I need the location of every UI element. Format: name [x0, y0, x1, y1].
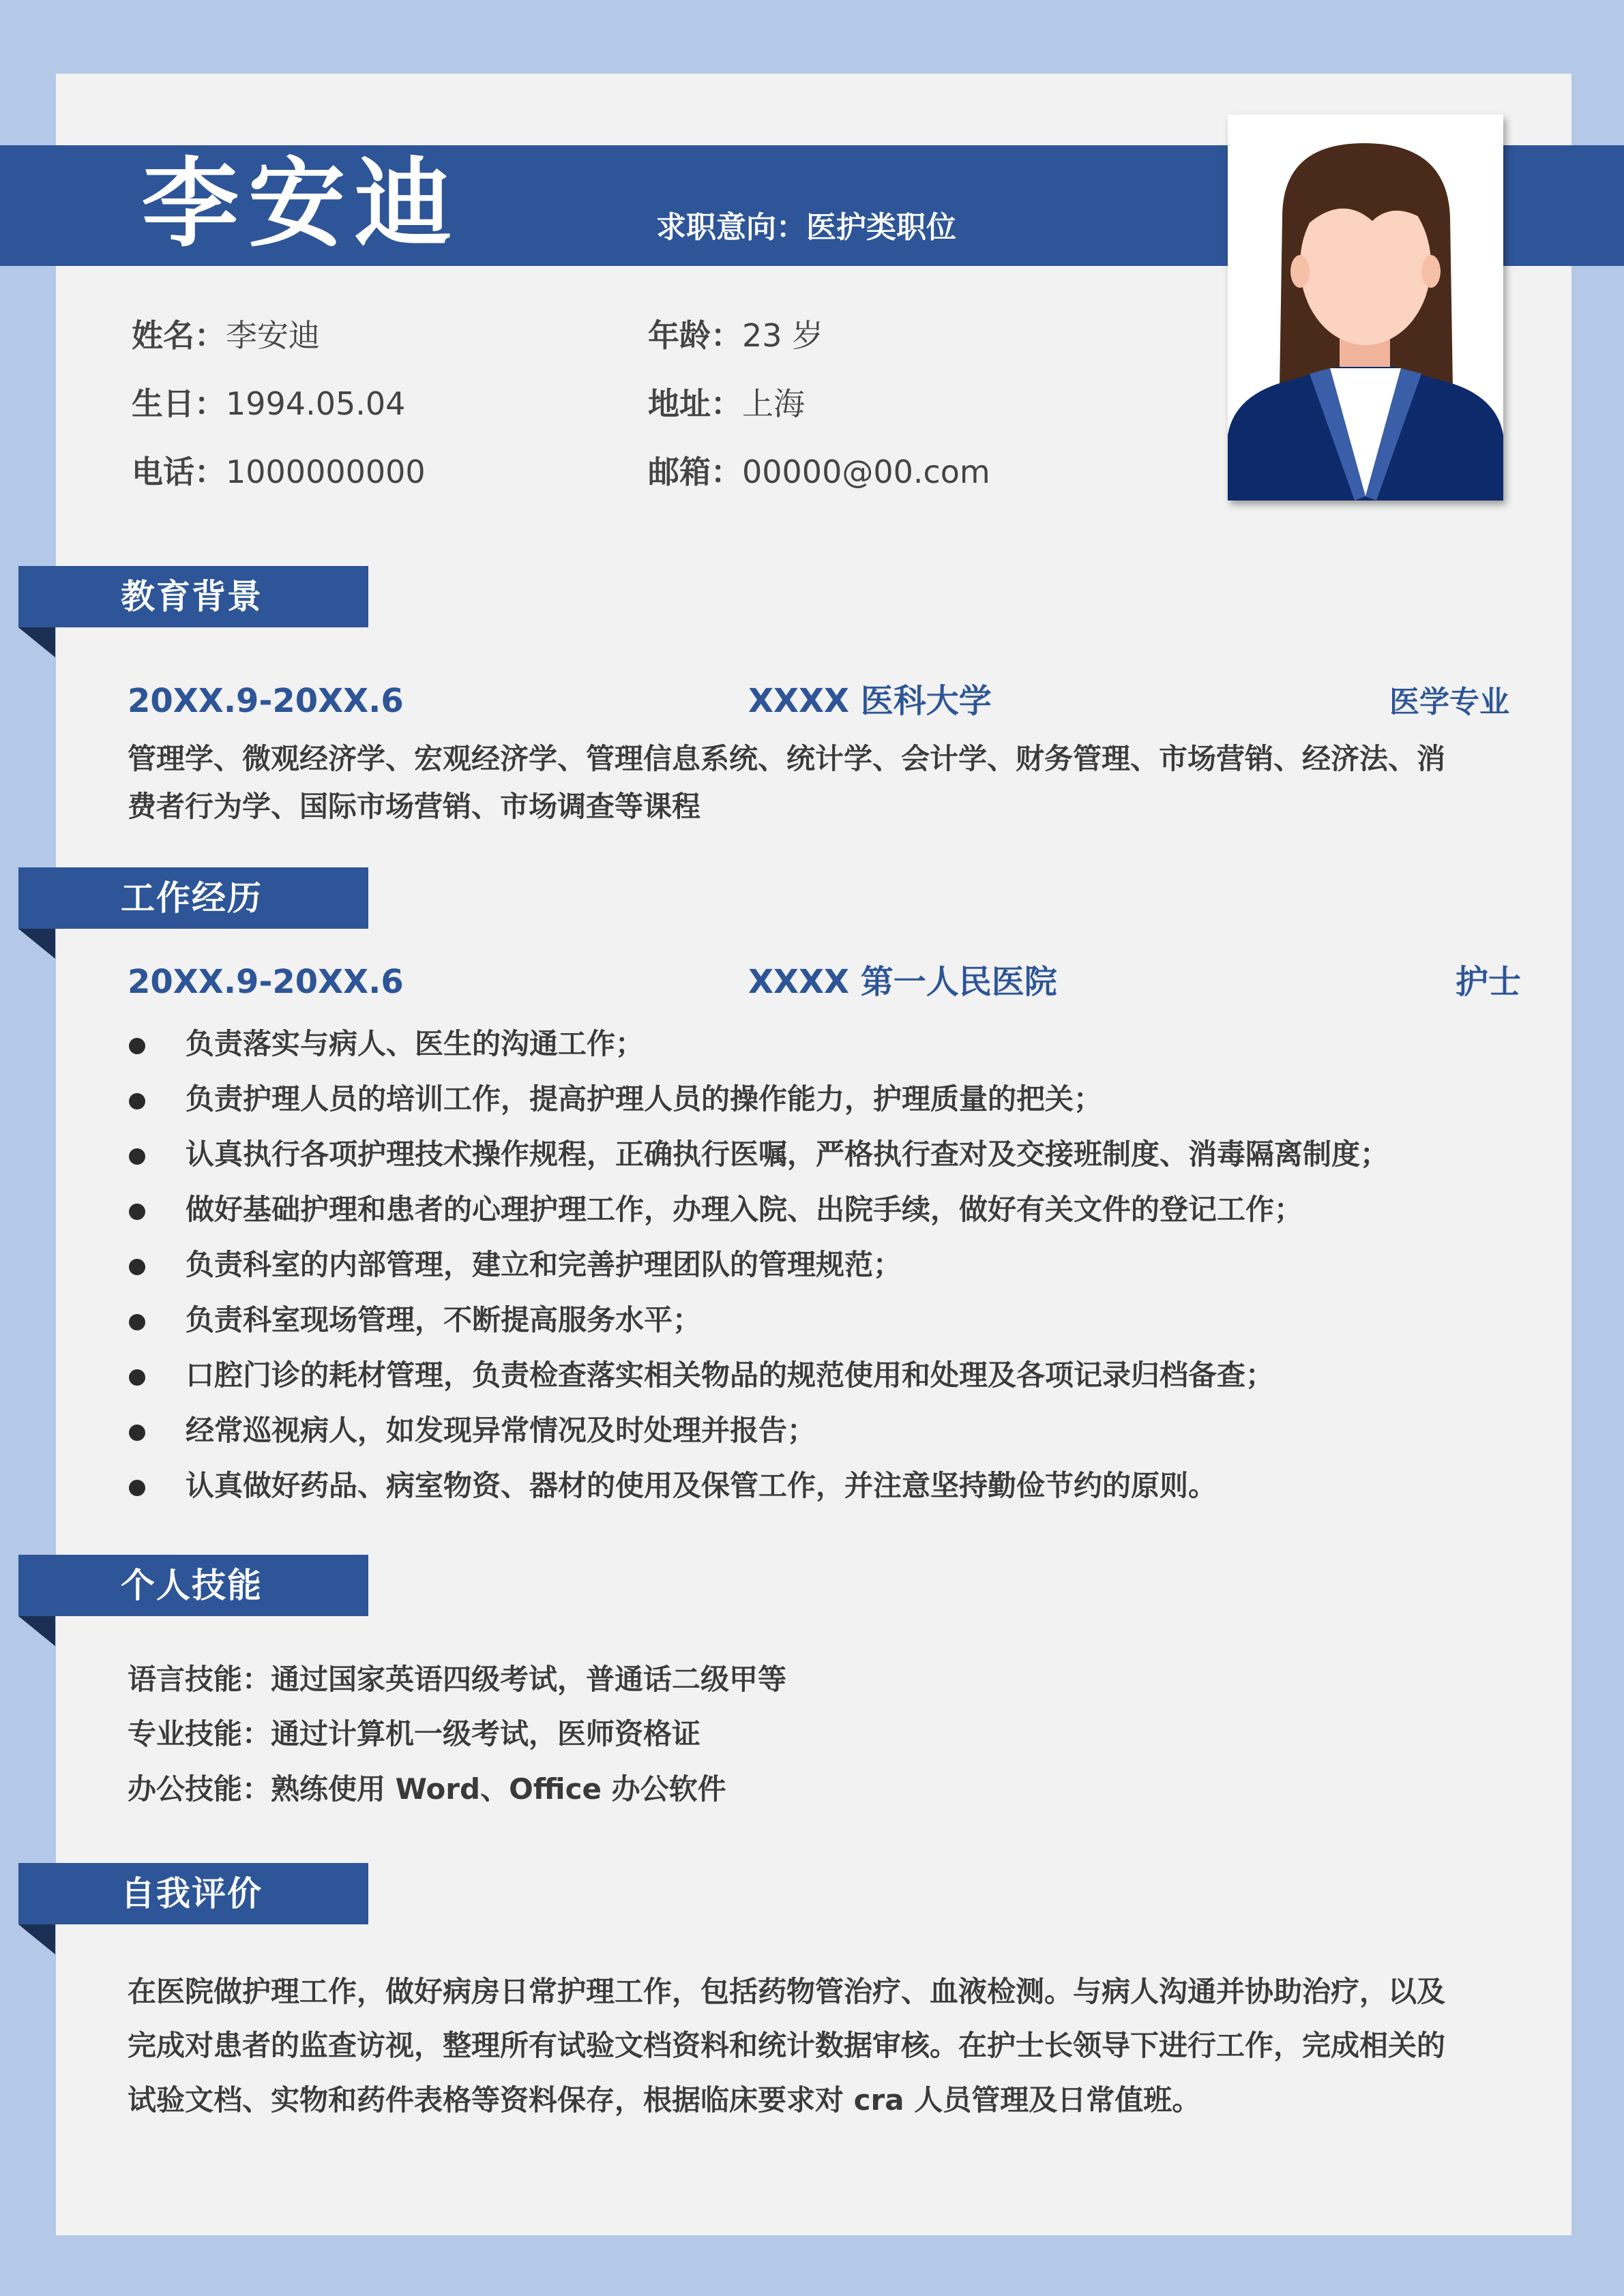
profile-photo — [1228, 115, 1503, 501]
info-name — [132, 315, 320, 356]
self-eval-line3: 试验文档、实物和药件表格等资料保存，根据临床要求对 cra 人员管理及日常值班。 — [128, 2083, 1201, 2117]
info-email — [648, 451, 990, 492]
self-eval-line1: 在医院做护理工作，做好病房日常护理工作，包括药物管治疗、血液检测。与病人沟通并协助治疗，以及 — [128, 1975, 1446, 2008]
education-school: XXXX 医科大学 — [748, 682, 992, 720]
duty-text: 口腔门诊的耗材管理，负责检查落实相关物品的规范使用和处理及各项记录归档备查； — [186, 1358, 1275, 1392]
bullet-dot — [129, 1480, 145, 1496]
info-birth-label: 生日： — [132, 385, 226, 422]
education-header-fold — [18, 627, 55, 657]
bullet-dot — [129, 1259, 145, 1275]
info-email-label: 邮箱： — [648, 453, 742, 490]
work-role: 护士 — [1456, 963, 1522, 1001]
self-eval-header — [18, 1863, 368, 1924]
info-phone — [132, 451, 426, 492]
duty-text: 负责科室现场管理，不断提高服务水平； — [186, 1303, 702, 1337]
self-eval-title: 自我评价 — [121, 1874, 263, 1913]
skill-professional: 专业技能：通过计算机一级考试，医师资格证 — [128, 1717, 701, 1750]
job-intent: 求职意向：医护类职位 — [656, 210, 956, 245]
bullet-dot — [129, 1314, 145, 1330]
bullet-dot — [129, 1425, 145, 1441]
education-header — [18, 566, 368, 627]
bullet-dot — [129, 1038, 145, 1054]
duty-text: 负责落实与病人、医生的沟通工作； — [186, 1027, 645, 1060]
education-courses-line2: 费者行为学、国际市场营销、市场调查等课程 — [128, 790, 701, 823]
avatar-illustration — [1228, 115, 1503, 501]
info-address-label: 地址： — [648, 385, 742, 422]
duty-text: 认真做好药品、病室物资、器材的使用及保管工作，并注意坚持勤俭节约的原则。 — [186, 1469, 1217, 1502]
info-address — [648, 383, 805, 424]
skills-header — [18, 1555, 368, 1616]
bullet-dot — [129, 1204, 145, 1220]
education-date: 20XX.9-20XX.6 — [128, 682, 404, 720]
duty-text: 负责护理人员的培训工作，提高护理人员的操作能力，护理质量的把关； — [186, 1082, 1103, 1116]
education-courses-line1: 管理学、微观经济学、宏观经济学、管理信息系统、统计学、会计学、财务管理、市场营销、经济法、消 — [128, 742, 1446, 775]
bullet-dot — [129, 1093, 145, 1109]
education-title: 教育背景 — [121, 577, 263, 616]
info-age — [648, 315, 823, 356]
education-major: 医学专业 — [1389, 685, 1509, 719]
skills-header-fold — [18, 1616, 55, 1646]
duty-text: 经常巡视病人，如发现异常情况及时处理并报告； — [186, 1414, 816, 1447]
info-birth-value: 1994.05.04 — [226, 385, 406, 422]
work-date: 20XX.9-20XX.6 — [128, 963, 404, 1001]
info-name-value: 李安迪 — [226, 317, 320, 354]
info-age-label: 年龄： — [648, 317, 742, 354]
work-header — [18, 867, 368, 929]
info-phone-value: 1000000000 — [226, 453, 426, 490]
skill-language: 语言技能：通过国家英语四级考试，普通话二级甲等 — [128, 1663, 787, 1696]
candidate-name: 李安迪 — [142, 148, 461, 260]
duty-text: 做好基础护理和患者的心理护理工作，办理入院、出院手续，做好有关文件的登记工作； — [186, 1193, 1303, 1226]
skill-office: 办公技能：熟练使用 Word、Office 办公软件 — [128, 1772, 726, 1806]
info-address-value: 上海 — [742, 385, 805, 422]
work-title: 工作经历 — [121, 878, 263, 918]
duty-text: 认真执行各项护理技术操作规程，正确执行医嘱，严格执行查对及交接班制度、消毒隔离制度； — [186, 1137, 1389, 1171]
info-email-value: 00000@00.com — [742, 453, 990, 490]
self-eval-header-fold — [18, 1924, 55, 1954]
work-company: XXXX 第一人民医院 — [748, 963, 1057, 1001]
info-birth — [132, 383, 405, 424]
work-header-fold — [18, 929, 55, 959]
info-name-label: 姓名： — [132, 317, 226, 354]
skills-title: 个人技能 — [121, 1566, 263, 1605]
bullet-dot — [129, 1369, 145, 1386]
self-eval-line2: 完成对患者的监查访视，整理所有试验文档资料和统计数据审核。在护士长领导下进行工作，完成相关的 — [128, 2029, 1446, 2062]
duty-text: 负责科室的内部管理，建立和完善护理团队的管理规范； — [186, 1248, 902, 1281]
bullet-dot — [129, 1148, 145, 1165]
info-phone-label: 电话： — [132, 453, 226, 490]
info-age-value: 23 岁 — [742, 317, 824, 354]
